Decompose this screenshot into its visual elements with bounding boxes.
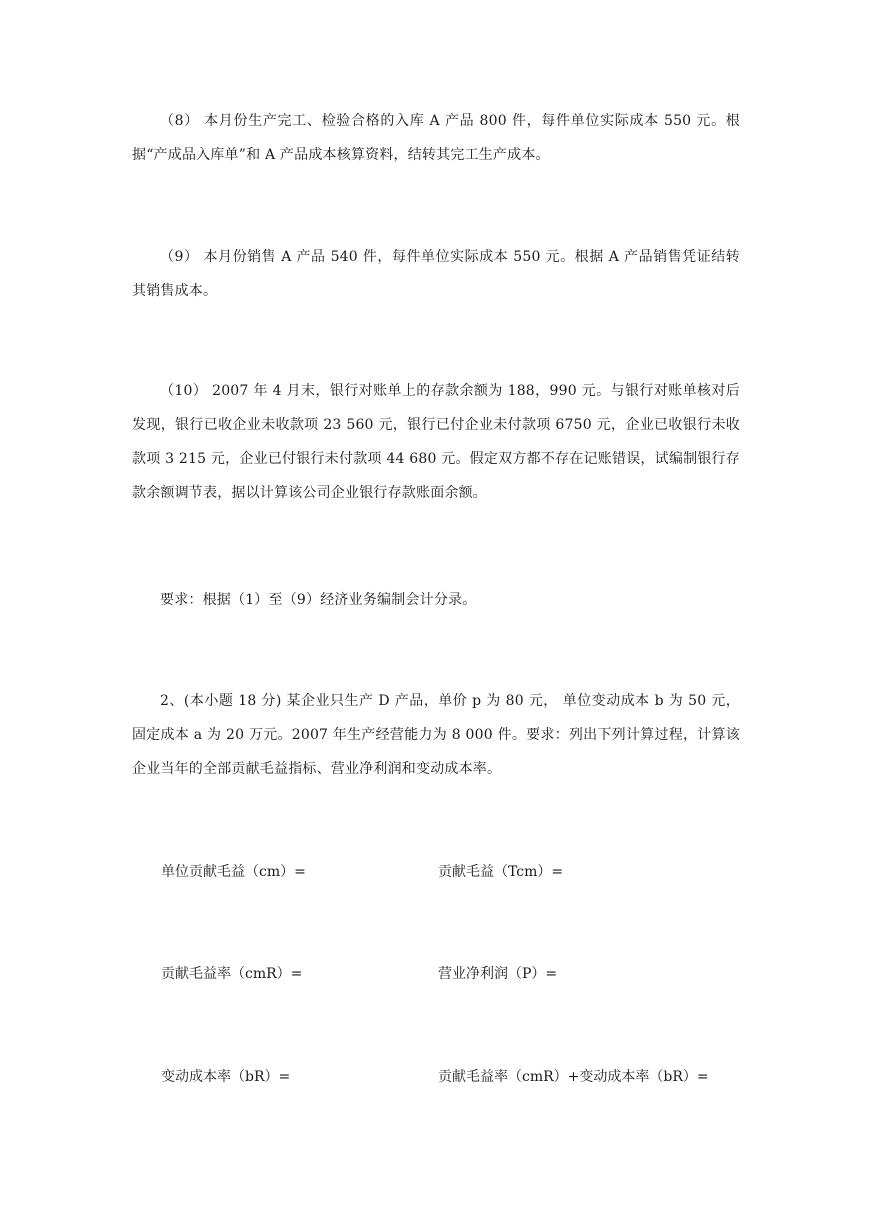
- formula-cmr: 贡献毛益率（cmR）=: [161, 966, 303, 982]
- question-2-text: 2、(本小题 18 分) 某企业只生产 D 产品，单价 p 为 80 元， 单位变动成本 b 为 50 元，固定成本 a 为 20 万元。2007 年生产经营能力为 8 000 件。要求：列出下列计算过程，计算该企业当年的全部贡献毛益指标、营业净利润和变动成本率。: [132, 693, 740, 777]
- formula-sum: 贡献毛益率（cmR）+变动成本率（bR）=: [438, 1069, 709, 1085]
- paragraph-item-10: （10） 2007 年 4 月末，银行对账单上的存款余额为 188，990 元。与银行对账单核对后发现，银行已收企业未收款项 23 560 元，银行已付企业未付款项 6750 元，企业已收银行未收款项 3 215 元，企业已付银行未付款项 44 680 元。假定双方都不存在记账错误，试编制银行存款余额调节表，据以计算该公司企业银行存款账面余额。: [132, 383, 740, 501]
- formula-br: 变动成本率（bR）=: [161, 1069, 291, 1085]
- paragraph-item-9: （9） 本月份销售 A 产品 540 件，每件单位实际成本 550 元。根据 A 产品销售凭证结转其销售成本。: [132, 249, 740, 299]
- paragraph-item-8: （8） 本月份生产完工、检验合格的入库 A 产品 800 件，每件单位实际成本 550 元。根据“产成品入库单”和 A 产品成本核算资料，结转其完工生产成本。: [132, 113, 740, 163]
- formula-tcm: 贡献毛益（Tcm）=: [438, 864, 564, 880]
- formula-profit: 营业净利润（P）=: [438, 966, 558, 982]
- requirement-text: 要求：根据（1）至（9）经济业务编制会计分录。: [160, 592, 477, 608]
- formula-unit-cm: 单位贡献毛益（cm）=: [161, 864, 306, 880]
